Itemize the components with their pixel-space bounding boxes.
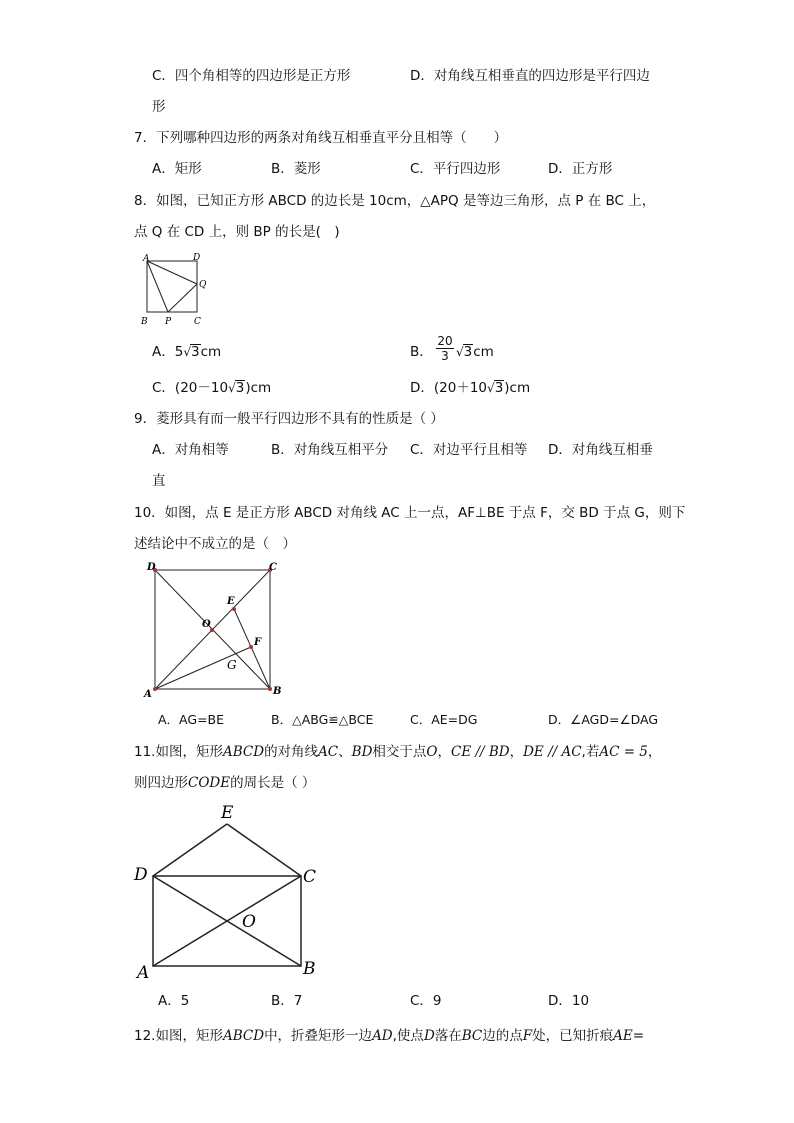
q10-label-g: G — [227, 658, 237, 672]
q11-option-d: D．10 — [548, 993, 590, 1009]
q8-option-d: D．(20＋10√3)cm — [410, 380, 531, 396]
q8-label-b: B — [141, 317, 148, 327]
q11-stem-text-8: ， — [647, 744, 662, 760]
q9-option-b: B．对角线互相平分 — [271, 442, 389, 458]
q10-label-b: B — [273, 686, 282, 697]
q12-math-abcd: ABCD — [222, 1028, 265, 1044]
q8-label-p: P — [165, 317, 172, 327]
q11-segment-de — [153, 824, 227, 876]
q11-stem-text-5: ， — [437, 744, 451, 760]
q11-label-e: E — [221, 803, 234, 823]
q11-math-code: CODE — [188, 775, 231, 791]
q8-line-ap — [147, 261, 168, 312]
q11-option-a: A．5 — [158, 993, 190, 1009]
q12-stem-text-6: 处，已知折痕 — [532, 1028, 614, 1044]
q8-option-b-prefix: B． — [410, 344, 433, 360]
q10-point-f — [249, 645, 253, 649]
q8-stem-line2: 点 Q 在 CD 上，则 BP 的长是( ) — [134, 224, 340, 240]
q10-point-a — [153, 687, 157, 691]
q8-option-d-unit: )cm — [504, 380, 531, 396]
q10-label-f: F — [254, 637, 262, 648]
q8-option-d-radicand: 3 — [494, 380, 504, 396]
q7-option-d: D．正方形 — [548, 161, 613, 177]
q8-line-aq — [147, 261, 197, 284]
q11-math-bd: BD — [351, 744, 373, 760]
q10-option-d: D．∠AGD=∠DAG — [548, 712, 659, 727]
q11-math-ce-parallel-bd: CE // BD — [450, 744, 510, 760]
q10-label-o: O — [202, 619, 211, 630]
q8-option-b-radicand: 3 — [463, 344, 473, 360]
q11-stem-text-1: 11.如图，矩形 — [134, 744, 223, 760]
q8-label-q: Q — [199, 280, 207, 290]
q12-stem-text-2: 中，折叠矩形一边 — [264, 1028, 373, 1044]
q11-math-o: O — [426, 744, 438, 760]
q11-option-b: B．7 — [271, 993, 303, 1009]
q10-segment-af — [155, 647, 251, 689]
q10-figure — [144, 560, 290, 700]
q7-option-c: C．平行四边形 — [410, 161, 501, 177]
q11-label-a: A — [137, 963, 150, 983]
q7-option-a: A．矩形 — [152, 161, 202, 177]
q10-point-b — [268, 687, 272, 691]
q8-option-a-radicand: 3 — [190, 344, 200, 360]
q6-option-c: C．四个角相等的四边形是正方形 — [152, 68, 351, 84]
q10-segment-be — [234, 609, 270, 689]
q11-math-de-parallel-ac: DE // AC — [523, 744, 582, 760]
q12-stem-text-4: 落在 — [434, 1028, 462, 1044]
q8-label-c: C — [194, 317, 201, 327]
q8-option-b-rest: √3cm — [456, 344, 494, 360]
q12-math-ad: AD — [372, 1028, 393, 1044]
q8-option-d-prefix: D．(20＋10 — [410, 380, 488, 396]
q7-option-b: B．菱形 — [271, 161, 321, 177]
q12-stem-line1 — [134, 1027, 644, 1045]
q9-option-d-continued: 直 — [152, 473, 166, 489]
q11-label-o: O — [242, 912, 256, 932]
q8-option-b-numerator: 20 — [437, 334, 453, 348]
q8-option-b-denominator: 3 — [441, 349, 449, 363]
q11-label-b: B — [303, 959, 316, 979]
q12-stem-text-3: ,使点 — [392, 1028, 424, 1044]
q11-math-abcd: ABCD — [222, 744, 265, 760]
q10-stem-line2: 述结论中不成立的是（ ） — [134, 536, 296, 552]
q11-figure — [132, 800, 324, 983]
q8-figure — [140, 254, 212, 328]
q8-option-c: C．(20－10√3)cm — [152, 380, 272, 396]
q11-stem-line1 — [134, 743, 661, 761]
q8-option-b-unit: cm — [473, 344, 494, 360]
q10-stem-line1: 10．如图，点 E 是正方形 ABCD 对角线 AC 上一点，AF⊥BE 于点 F，交 BD 于点 G，则下 — [134, 505, 686, 521]
q8-option-b-fraction — [436, 334, 454, 363]
q10-option-c: C．AE=DG — [410, 712, 478, 727]
q10-option-b: B．△ABG≌△BCE — [271, 712, 374, 727]
q11-stem-text-2: 的对角线 — [264, 744, 319, 760]
q8-option-a: A．5√3cm — [152, 344, 222, 360]
q9-option-a: A．对角相等 — [152, 442, 229, 458]
q8-label-a: A — [143, 254, 150, 264]
q10-label-d: D — [147, 562, 156, 573]
q12-math-d: D — [423, 1028, 435, 1044]
q11-label-d: D — [134, 865, 148, 885]
q8-option-a-unit: cm — [200, 344, 222, 360]
q11-stem-text-6: ， — [509, 744, 524, 760]
q11-stem-text-3: 、 — [338, 744, 352, 760]
q11-stem2-text-1: 则四边形 — [134, 775, 188, 791]
q10-label-c: C — [269, 562, 277, 573]
q9-option-d: D．对角线互相垂 — [548, 442, 653, 458]
q12-stem-text-5: 边的点 — [482, 1028, 523, 1044]
q10-label-a: A — [144, 689, 152, 700]
q9-option-c: C．对边平行且相等 — [410, 442, 528, 458]
q11-stem-text-4: 相交于点 — [372, 744, 427, 760]
q10-label-e: E — [227, 596, 235, 607]
q11-stem-line2 — [134, 774, 315, 792]
q8-option-c-unit: )cm — [245, 380, 272, 396]
q6-option-d-continued: 形 — [152, 99, 166, 115]
q11-stem-text-7: ,若 — [581, 744, 600, 760]
q8-line-pq — [168, 284, 197, 312]
q10-option-a: A．AG=BE — [158, 712, 225, 727]
q12-math-f: F — [522, 1028, 533, 1044]
q8-option-c-prefix: C．(20－10 — [152, 380, 229, 396]
q7-stem: 7．下列哪种四边形的两条对角线互相垂直平分且相等（ ） — [134, 130, 508, 146]
q12-stem-text-1: 12.如图，矩形 — [134, 1028, 223, 1044]
q11-math-ac-equals-5: AC = 5 — [599, 744, 648, 760]
q12-math-ae: AE= — [613, 1028, 645, 1044]
q11-math-ac: AC — [318, 744, 339, 760]
q10-point-e — [232, 607, 236, 611]
q8-stem-line1: 8．如图，已知正方形 ABCD 的边长是 10cm，△APQ 是等边三角形，点 P 在 BC 上， — [134, 193, 656, 209]
q9-stem: 9．菱形具有而一般平行四边形不具有的性质是（ ） — [134, 411, 444, 427]
q11-label-c: C — [303, 867, 317, 887]
q8-option-a-prefix: A．5 — [152, 344, 184, 360]
q8-label-d: D — [193, 253, 201, 263]
q12-math-bc: BC — [461, 1028, 483, 1044]
q11-segment-ce — [227, 824, 301, 876]
q11-stem2-text-2: 的周长是（ ） — [230, 775, 316, 791]
q6-option-d: D．对角线互相垂直的四边形是平行四边 — [410, 68, 650, 84]
q8-square — [147, 261, 197, 312]
q8-option-c-radicand: 3 — [235, 380, 245, 396]
q11-option-c: C．9 — [410, 993, 442, 1009]
